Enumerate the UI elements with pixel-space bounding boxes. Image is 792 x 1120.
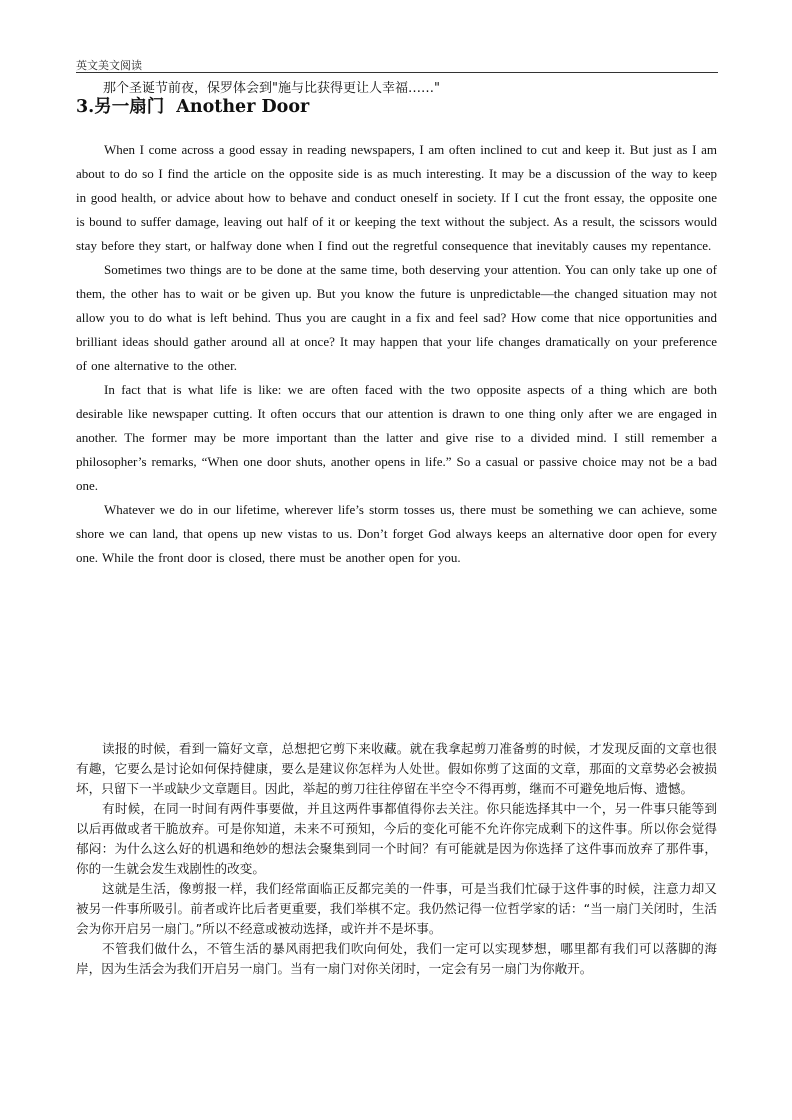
running-header: 英文美文阅读 <box>76 59 142 72</box>
chinese-paragraph-4: 不管我们做什么，不管生活的暴风雨把我们吹向何处，我们一定可以实现梦想，哪里都有我们可以落脚的海岸，因为生活会为我们开启另一扇门。当有一扇门对你关闭时，一定会有另一扇门为你敞开。 <box>76 941 717 976</box>
chinese-translation <box>76 739 717 979</box>
chinese-paragraph-3: 这就是生活，像剪报一样，我们经常面临正反都完美的一件事，可是当我们忙碌于这件事的时候，注意力却又被另一件事所吸引。前者或许比后者更重要，我们举棋不定。我仍然记得一位哲学家的话：“当一扇门关闭时，生活会为你开启另一扇门。”所以不经意或被动选择，或许并不是坏事。 <box>76 881 717 936</box>
section-title-cn: 3.另一扇门 <box>76 97 165 117</box>
section-title <box>76 93 309 118</box>
english-paragraph-4: Whatever we do in our lifetime, wherever life’s storm tosses us, there must be something we can achieve, some shore we can land, that opens up new vistas to us. Don’t forget God always keeps an alternative door open for every one. While the front door is closed, there must be another open for you. <box>76 502 717 565</box>
english-paragraph-2: Sometimes two things are to be done at the same time, both deserving your attention. You can only take up one of them, the other has to wait or be given up. But you know the future is unpredictable—the changed situation may not allow you to do what is left behind. Thus you are caught in a fix and feel sad? How come that nice opportunities and brilliant ideas should gather around all at once? It may happen that your life changes dramatically on your preference of one alternative to the other. <box>76 262 717 373</box>
english-paragraph-1: When I come across a good essay in reading newspapers, I am often inclined to cut and keep it. But just as I am about to do so I find the article on the opposite side is as much interesting. It may be a discussion of the way to keep in good health, or advice about how to behave and conduct oneself in society. If I cut the front essay, the opposite one is bound to suffer damage, leaving out half of it or keeping the text without the subject. As a result, the scissors would stay before they start, or halfway done when I find out the regretful consequence that inevitably causes my repentance. <box>76 142 717 253</box>
section-title-en: Another Door <box>176 97 310 117</box>
english-paragraph-3: In fact that is what life is like: we are often faced with the two opposite aspects of a thing which are both desirable like newspaper cutting. It often occurs that our attention is drawn to one thing only after we are engaged in another. The former may be more important than the latter and give rise to a divided mind. I still remember a philosopher’s remarks, “When one door shuts, another opens in life.” So a casual or passive choice may not be a bad one. <box>76 382 717 493</box>
chinese-paragraph-2: 有时候，在同一时间有两件事要做，并且这两件事都值得你去关注。你只能选择其中一个，另一件事只能等到以后再做或者干脆放弃。可是你知道，未来不可预知，今后的变化可能不允许你完成剩下的这件事。所以你会觉得郁闷：为什么这么好的机遇和绝妙的想法会聚集到同一个时间？有可能就是因为你选择了这件事而放弃了那件事，你的一生就会发生戏剧性的改变。 <box>76 801 717 876</box>
chinese-paragraph-1: 读报的时候，看到一篇好文章，总想把它剪下来收藏。就在我拿起剪刀准备剪的时候，才发现反面的文章也很有趣，它要么是讨论如何保持健康，要么是建议你怎样为人处世。假如你剪了这面的文章，那面的文章势必会被损坏，只留下一半或缺少文章题目。因此，举起的剪刀往往停留在半空令不得再剪，继而不可避免地后悔、遗憾。 <box>76 741 717 796</box>
carryover-line: 那个圣诞节前夜，保罗体会到"施与比获得更让人幸福……" <box>103 81 440 96</box>
header-rule <box>76 72 718 73</box>
english-text <box>76 138 717 570</box>
